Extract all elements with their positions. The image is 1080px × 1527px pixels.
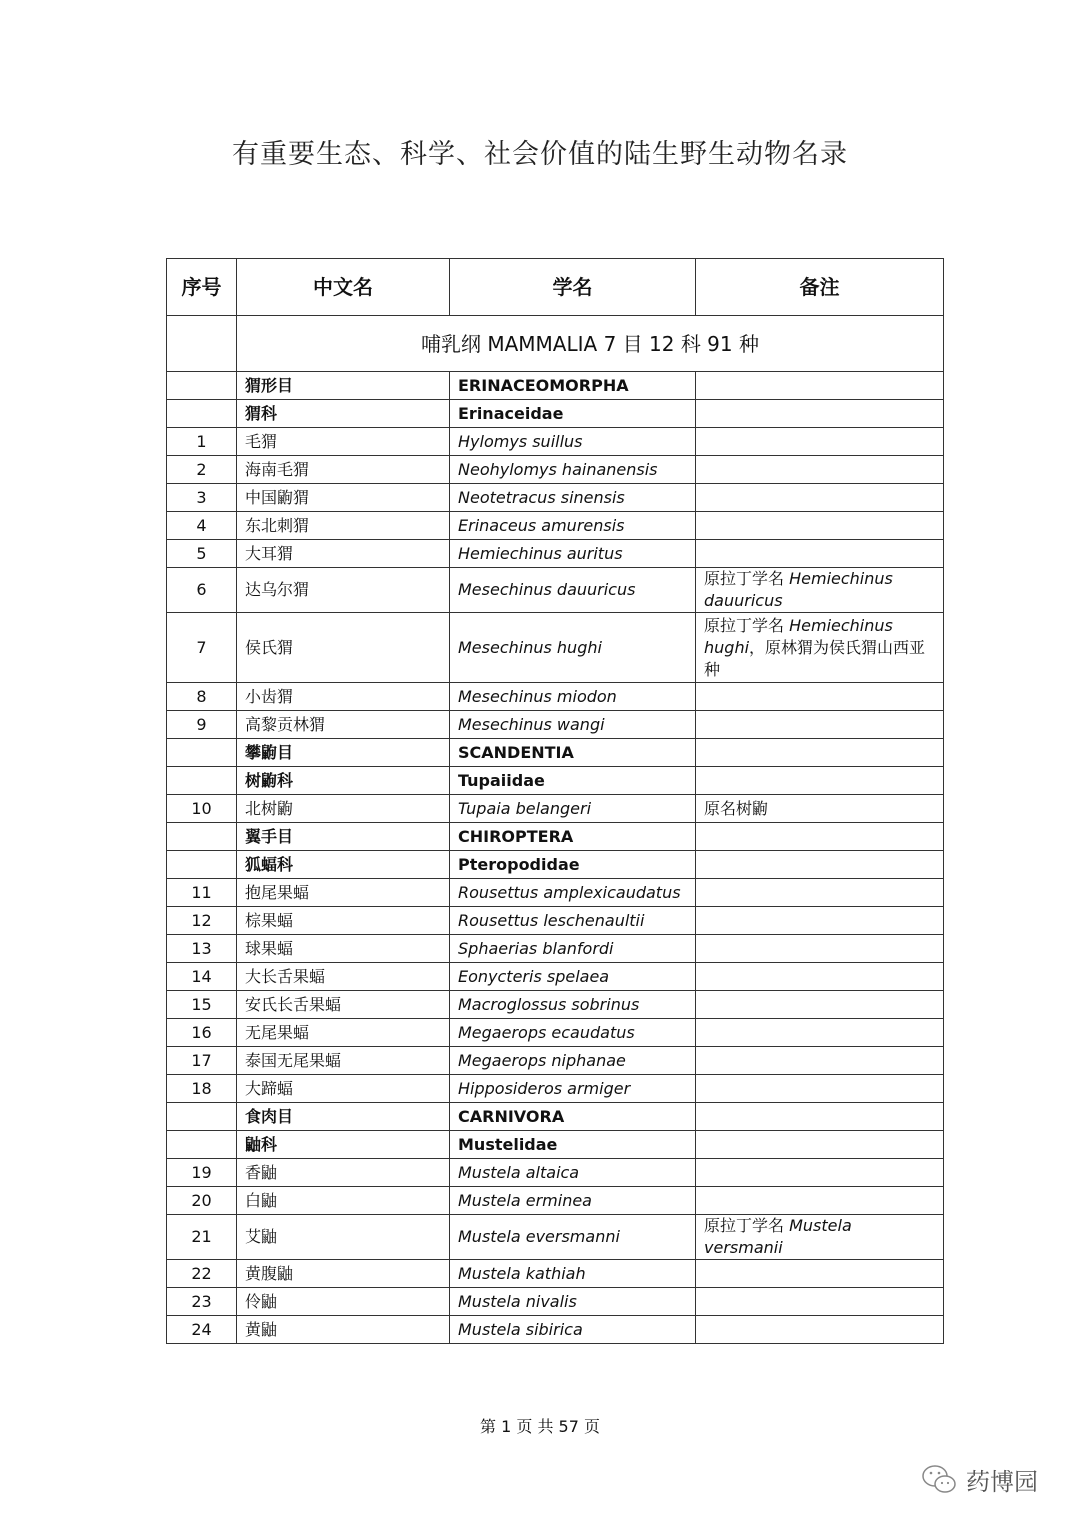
- row-index: 6: [167, 568, 237, 613]
- note: [696, 484, 944, 512]
- note: [696, 1288, 944, 1316]
- scientific-name: Mustela sibirica: [450, 1316, 696, 1344]
- page-number: 第 1 页 共 57 页: [480, 1417, 600, 1436]
- chinese-name: 猬科: [237, 400, 450, 428]
- row-index: 15: [167, 991, 237, 1019]
- note: [696, 1260, 944, 1288]
- chinese-name: 白鼬: [237, 1187, 450, 1215]
- scientific-name: Rousettus leschenaultii: [450, 907, 696, 935]
- row-index: [167, 851, 237, 879]
- chinese-name: 小齿猬: [237, 683, 450, 711]
- row-index: 22: [167, 1260, 237, 1288]
- chinese-name: 抱尾果蝠: [237, 879, 450, 907]
- scientific-name: Hipposideros armiger: [450, 1075, 696, 1103]
- row-index: [167, 1131, 237, 1159]
- scientific-name: SCANDENTIA: [450, 739, 696, 767]
- note: [696, 823, 944, 851]
- species-row: [167, 1316, 944, 1344]
- row-index: 11: [167, 879, 237, 907]
- scientific-name: Hylomys suillus: [450, 428, 696, 456]
- scientific-name: Mustela nivalis: [450, 1288, 696, 1316]
- note: [696, 428, 944, 456]
- note: [696, 711, 944, 739]
- species-row: [167, 1019, 944, 1047]
- row-index: [167, 1103, 237, 1131]
- order-row: [167, 1103, 944, 1131]
- chinese-name: 翼手目: [237, 823, 450, 851]
- row-index: [167, 767, 237, 795]
- scientific-name: Mustela altaica: [450, 1159, 696, 1187]
- note: [696, 683, 944, 711]
- scientific-name: Mesechinus miodon: [450, 683, 696, 711]
- scientific-name: Megaerops ecaudatus: [450, 1019, 696, 1047]
- chinese-name: 棕果蝠: [237, 907, 450, 935]
- species-row: [167, 1187, 944, 1215]
- chinese-name: 伶鼬: [237, 1288, 450, 1316]
- chinese-name: 狐蝠科: [237, 851, 450, 879]
- note: [696, 1103, 944, 1131]
- chinese-name: 大耳猬: [237, 540, 450, 568]
- species-row: [167, 1288, 944, 1316]
- class-row: [167, 316, 944, 372]
- scientific-name: Rousettus amplexicaudatus: [450, 879, 696, 907]
- chinese-name: 中国鼩猬: [237, 484, 450, 512]
- row-index: 3: [167, 484, 237, 512]
- chinese-name: 攀鼩目: [237, 739, 450, 767]
- family-row: [167, 400, 944, 428]
- watermark-text: 药博园: [966, 1468, 1038, 1496]
- scientific-name: Mustela erminea: [450, 1187, 696, 1215]
- chinese-name: 达乌尔猬: [237, 568, 450, 613]
- chinese-name: 鼬科: [237, 1131, 450, 1159]
- species-row: [167, 711, 944, 739]
- scientific-name: Mesechinus dauuricus: [450, 568, 696, 613]
- family-row: [167, 1131, 944, 1159]
- note-text: 原拉丁学名: [704, 569, 785, 588]
- note: [696, 963, 944, 991]
- row-index: 23: [167, 1288, 237, 1316]
- note: 原名树鼩: [696, 795, 944, 823]
- order-row: [167, 739, 944, 767]
- note: [696, 879, 944, 907]
- scientific-name: Hemiechinus auritus: [450, 540, 696, 568]
- chinese-name: 泰国无尾果蝠: [237, 1047, 450, 1075]
- header-chinese-name: 中文名: [237, 259, 450, 316]
- note: [696, 1215, 944, 1260]
- row-index: 18: [167, 1075, 237, 1103]
- chinese-name: 高黎贡林猬: [237, 711, 450, 739]
- scientific-name: Mustelidae: [450, 1131, 696, 1159]
- chinese-name: 猬形目: [237, 372, 450, 400]
- chinese-name: 黄腹鼬: [237, 1260, 450, 1288]
- scientific-name: Mesechinus hughi: [450, 613, 696, 683]
- family-row: [167, 851, 944, 879]
- scientific-name: Sphaerias blanfordi: [450, 935, 696, 963]
- note: [696, 1316, 944, 1344]
- note: [696, 1075, 944, 1103]
- row-index: 20: [167, 1187, 237, 1215]
- note-text: 原拉丁学名: [704, 615, 785, 635]
- row-index: [167, 372, 237, 400]
- family-row: [167, 767, 944, 795]
- note: [696, 1019, 944, 1047]
- row-index: 14: [167, 963, 237, 991]
- species-row: [167, 428, 944, 456]
- row-index: 7: [167, 613, 237, 683]
- scientific-name: Tupaiidae: [450, 767, 696, 795]
- order-row: [167, 372, 944, 400]
- note: [696, 767, 944, 795]
- species-row: [167, 1047, 944, 1075]
- note: [696, 739, 944, 767]
- row-index: 10: [167, 795, 237, 823]
- chinese-name: 侯氏猬: [237, 613, 450, 683]
- row-index: 9: [167, 711, 237, 739]
- note: [696, 991, 944, 1019]
- row-index: 1: [167, 428, 237, 456]
- row-index: 5: [167, 540, 237, 568]
- species-row: [167, 879, 944, 907]
- scientific-name: CHIROPTERA: [450, 823, 696, 851]
- row-index: 19: [167, 1159, 237, 1187]
- chinese-name: 无尾果蝠: [237, 1019, 450, 1047]
- note-scientific-name: Mustela versmanii: [704, 1216, 852, 1257]
- scientific-name: Eonycteris spelaea: [450, 963, 696, 991]
- note-scientific-name: Hemiechinus hughi: [704, 615, 893, 657]
- scientific-name: Tupaia belangeri: [450, 795, 696, 823]
- scientific-name: CARNIVORA: [450, 1103, 696, 1131]
- row-index: [167, 400, 237, 428]
- chinese-name: 香鼬: [237, 1159, 450, 1187]
- row-index: 13: [167, 935, 237, 963]
- species-row: [167, 568, 944, 613]
- header-scientific-name: 学名: [450, 259, 696, 316]
- scientific-name: Neohylomys hainanensis: [450, 456, 696, 484]
- note: [696, 851, 944, 879]
- table-header-row: [167, 259, 944, 316]
- row-index: 8: [167, 683, 237, 711]
- species-row: [167, 1260, 944, 1288]
- chinese-name: 大蹄蝠: [237, 1075, 450, 1103]
- header-index: 序号: [167, 259, 237, 316]
- scientific-name: Erinaceus amurensis: [450, 512, 696, 540]
- wechat-icon: [920, 1463, 960, 1497]
- note-tail: ，原林猬为侯氏猬山西亚种: [704, 637, 926, 679]
- header-notes: 备注: [696, 259, 944, 316]
- species-row: [167, 907, 944, 935]
- species-row: [167, 456, 944, 484]
- species-row: [167, 963, 944, 991]
- note: [696, 568, 944, 613]
- scientific-name: Neotetracus sinensis: [450, 484, 696, 512]
- species-row: [167, 1159, 944, 1187]
- note: [696, 613, 944, 683]
- scientific-name: Pteropodidae: [450, 851, 696, 879]
- chinese-name: 球果蝠: [237, 935, 450, 963]
- chinese-name: 艾鼬: [237, 1215, 450, 1260]
- species-row: [167, 1215, 944, 1260]
- note: [696, 400, 944, 428]
- note: [696, 935, 944, 963]
- chinese-name: 东北刺猬: [237, 512, 450, 540]
- scientific-name: Mustela kathiah: [450, 1260, 696, 1288]
- species-row: [167, 512, 944, 540]
- note: [696, 372, 944, 400]
- note: [696, 1131, 944, 1159]
- chinese-name: 大长舌果蝠: [237, 963, 450, 991]
- row-index: 16: [167, 1019, 237, 1047]
- chinese-name: 树鼩科: [237, 767, 450, 795]
- page-title: 有重要生态、科学、社会价值的陆生野生动物名录: [232, 139, 848, 170]
- watermark: [920, 1462, 1038, 1497]
- note: [696, 1159, 944, 1187]
- species-row: [167, 613, 944, 683]
- row-index: 4: [167, 512, 237, 540]
- chinese-name: 海南毛猬: [237, 456, 450, 484]
- chinese-name: 食肉目: [237, 1103, 450, 1131]
- note: [696, 1047, 944, 1075]
- chinese-name: 黄鼬: [237, 1316, 450, 1344]
- note: [696, 1187, 944, 1215]
- order-row: [167, 823, 944, 851]
- chinese-name: 北树鼩: [237, 795, 450, 823]
- scientific-name: Macroglossus sobrinus: [450, 991, 696, 1019]
- class-label: 哺乳纲 MAMMALIA 7 目 12 科 91 种: [237, 316, 944, 372]
- row-index: 24: [167, 1316, 237, 1344]
- row-index: 21: [167, 1215, 237, 1260]
- note: [696, 456, 944, 484]
- row-index: [167, 739, 237, 767]
- row-index: [167, 823, 237, 851]
- chinese-name: 安氏长舌果蝠: [237, 991, 450, 1019]
- species-table: [166, 258, 944, 1344]
- scientific-name: ERINACEOMORPHA: [450, 372, 696, 400]
- species-row: [167, 935, 944, 963]
- note: [696, 907, 944, 935]
- scientific-name: Megaerops niphanae: [450, 1047, 696, 1075]
- species-row: [167, 683, 944, 711]
- row-index: 2: [167, 456, 237, 484]
- species-row: [167, 540, 944, 568]
- row-index: 17: [167, 1047, 237, 1075]
- species-row: [167, 795, 944, 823]
- species-row: [167, 991, 944, 1019]
- scientific-name: Mustela eversmanni: [450, 1215, 696, 1260]
- species-row: [167, 1075, 944, 1103]
- note-scientific-name: Hemiechinus dauuricus: [704, 569, 893, 610]
- chinese-name: 毛猬: [237, 428, 450, 456]
- note-text: 原拉丁学名: [704, 1216, 785, 1235]
- scientific-name: Mesechinus wangi: [450, 711, 696, 739]
- species-row: [167, 484, 944, 512]
- note: [696, 540, 944, 568]
- row-index: 12: [167, 907, 237, 935]
- scientific-name: Erinaceidae: [450, 400, 696, 428]
- note: [696, 512, 944, 540]
